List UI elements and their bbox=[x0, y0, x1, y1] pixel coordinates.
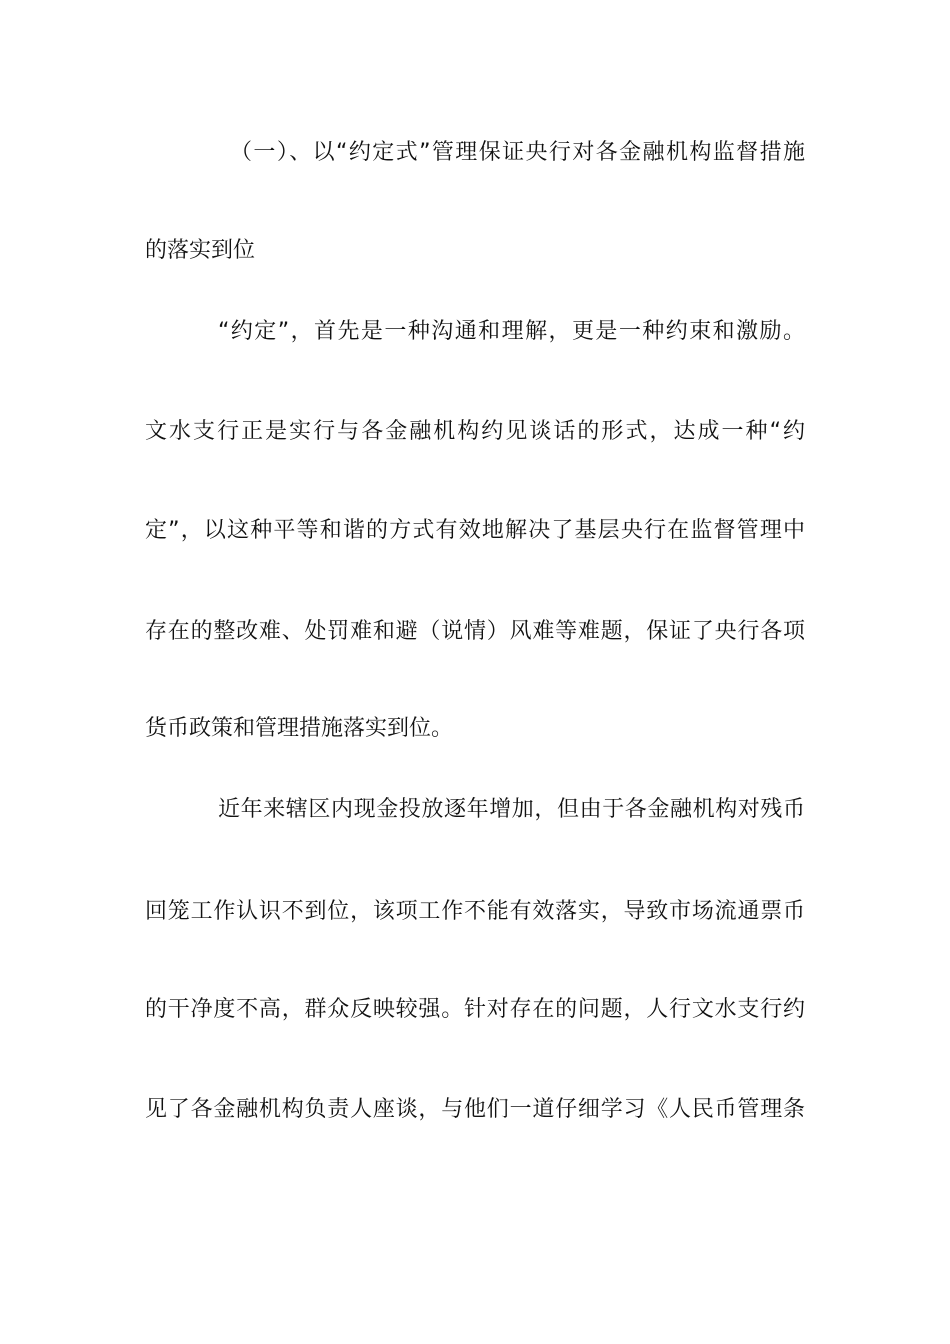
paragraph-2-line-4: 见了各金融机构负责人座谈，与他们一道仔细学习《人民币管理条 bbox=[145, 1097, 805, 1122]
paragraph-1-line-5: 货币政策和管理措施落实到位。 bbox=[145, 716, 454, 741]
section-heading-line-2: 的落实到位 bbox=[145, 238, 256, 263]
paragraph-2-line-2: 回笼工作认识不到位，该项工作不能有效落实，导致市场流通票币 bbox=[145, 899, 805, 924]
paragraph-1-line-2: 文水支行正是实行与各金融机构约见谈话的形式，达成一种“约 bbox=[145, 419, 805, 444]
paragraph-1-line-4: 存在的整改难、处罚难和避（说情）风难等难题，保证了央行各项 bbox=[145, 619, 805, 644]
paragraph-1-line-3: 定”，以这种平等和谐的方式有效地解决了基层央行在监督管理中 bbox=[145, 518, 805, 543]
paragraph-2-line-3: 的干净度不高，群众反映较强。针对存在的问题，人行文水支行约 bbox=[145, 997, 805, 1022]
paragraph-1-line-1: “约定”，首先是一种沟通和理解，更是一种约束和激励。 bbox=[218, 319, 805, 344]
section-heading-line-1: （一）、以“约定式”管理保证央行对各金融机构监督措施 bbox=[230, 140, 805, 165]
paragraph-2-line-1: 近年来辖区内现金投放逐年增加，但由于各金融机构对残币 bbox=[218, 797, 805, 822]
